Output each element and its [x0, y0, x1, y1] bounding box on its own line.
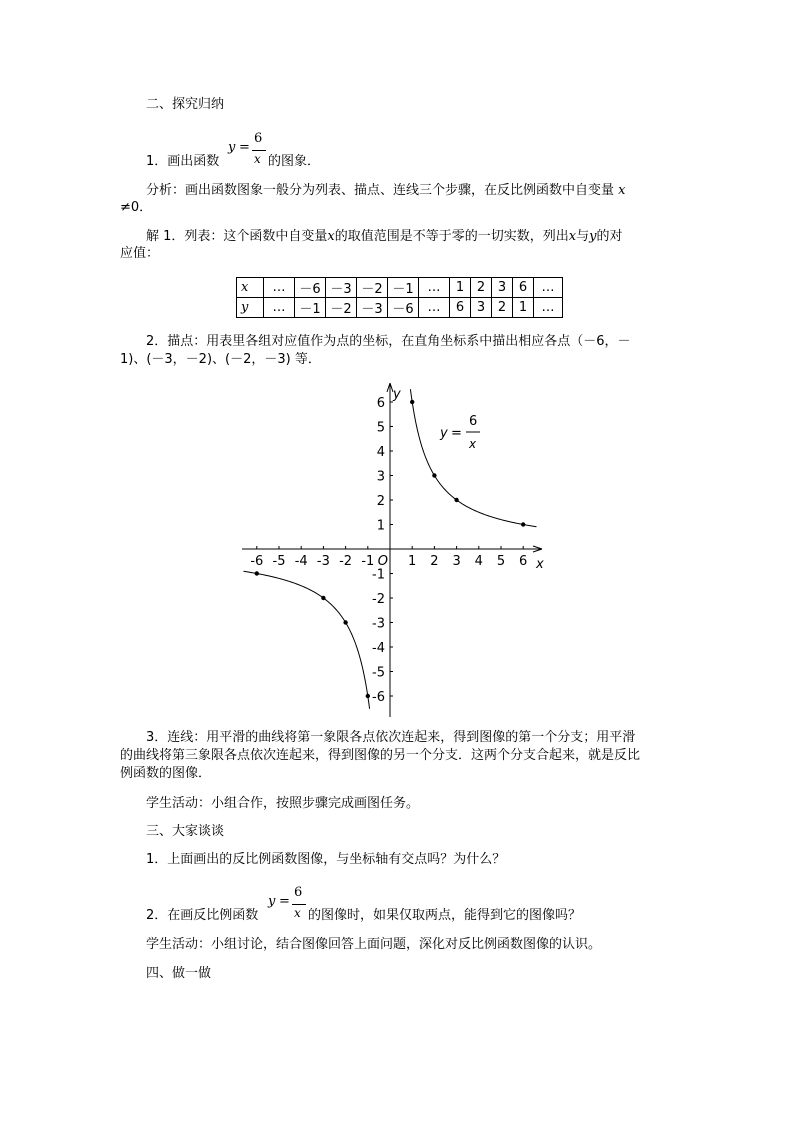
- function-label-equals: =: [451, 426, 462, 441]
- x-tick-label: 2: [430, 554, 439, 569]
- table-cell: …: [264, 298, 295, 318]
- hyperbola-branch-2: [243, 571, 369, 709]
- section-heading-discuss: 三、大家谈谈: [146, 824, 225, 839]
- formula-y: y: [228, 140, 236, 155]
- table-cell: 6: [513, 278, 534, 298]
- y-tick-label: -4: [372, 641, 385, 656]
- formula-y: y: [268, 894, 276, 909]
- step-2-line-2: 1)、(－3，－2)、(－2，－3) 等．: [120, 352, 321, 367]
- x-tick-label: -6: [250, 554, 264, 569]
- x-tick-label: -2: [339, 554, 353, 569]
- table-cell: 6: [450, 298, 471, 318]
- solution-text-a: 解 1．列表：这个函数中自变量: [146, 229, 328, 244]
- step-3-line-1: 3．连线：用平滑的曲线将第一象限各点依次连起来，得到图像的第一个分支；用平滑: [146, 730, 636, 745]
- discuss-question-2-suffix: 的图像时，如果仅取两点，能得到它的图像吗？: [308, 908, 582, 923]
- table-row-label-y: y: [237, 298, 264, 318]
- y-tick-label: -6: [372, 690, 385, 705]
- table-cell: －2: [326, 298, 357, 318]
- hyperbola-branch-1: [410, 389, 536, 527]
- analysis-line-2: ≠0．: [120, 200, 153, 215]
- function-label-y: y: [440, 426, 448, 441]
- y-tick-label: -1: [372, 567, 385, 583]
- discuss-question-2-prefix: 2．在画反比例函数: [146, 908, 259, 923]
- table-cell: －3: [326, 278, 357, 298]
- y-tick-label: 5: [376, 420, 385, 436]
- analysis-text: 分析：画出函数图象一般分为列表、描点、连线三个步骤，在反比例函数中自变量: [146, 183, 615, 198]
- y-tick-label: -2: [372, 592, 385, 607]
- solution-line-1: [146, 228, 623, 246]
- student-activity-2: 学生活动：小组讨论，结合图像回答上面问题，深化对反比例函数图像的认识。: [146, 937, 602, 952]
- table-cell: …: [419, 298, 450, 318]
- table-row-label-x: x: [237, 278, 264, 298]
- fraction-bar: [252, 150, 266, 151]
- y-tick-label: 6: [376, 396, 385, 411]
- solution-var-x: x: [327, 229, 335, 244]
- x-axis-label: x: [536, 557, 544, 572]
- origin-label: O: [377, 554, 388, 569]
- plotted-point: [410, 400, 414, 404]
- x-tick-label: 6: [519, 554, 528, 569]
- table-cell: 3: [471, 298, 492, 318]
- table-cell: －6: [295, 278, 326, 298]
- step-2-line-1: 2．描点：用表里各组对应值作为点的坐标，在直角坐标系中描出相应各点（－6，－: [146, 334, 631, 349]
- formula-numerator: 6: [294, 885, 303, 900]
- formula-inverse-function-2: [268, 885, 308, 925]
- x-tick-label: -5: [272, 554, 286, 569]
- value-table: [236, 277, 563, 318]
- step-3-line-3: 例函数的图像．: [120, 766, 212, 781]
- formula-equals: =: [239, 140, 250, 155]
- table-cell: 2: [492, 298, 513, 318]
- analysis-variable: x: [618, 183, 626, 198]
- table-cell: －3: [357, 298, 388, 318]
- solution-var-y: y: [589, 229, 597, 244]
- table-cell: 1: [513, 298, 534, 318]
- y-axis-label: y: [393, 387, 401, 402]
- x-tick-label: 4: [474, 554, 483, 569]
- plotted-point: [366, 694, 370, 698]
- plotted-point: [255, 571, 259, 575]
- x-tick-label: -3: [316, 554, 330, 569]
- discuss-question-1: 1．上面画出的反比例函数图像，与坐标轴有交点吗？为什么？: [146, 852, 506, 867]
- table-cell: …: [264, 278, 295, 298]
- formula-denominator: x: [294, 906, 301, 920]
- question-1-prefix: 1．画出函数: [146, 154, 220, 169]
- table-cell: －6: [388, 298, 419, 318]
- table-cell: …: [419, 278, 450, 298]
- x-tick-label: -4: [294, 554, 308, 569]
- table-cell: －1: [295, 298, 326, 318]
- y-tick-label: -5: [372, 665, 385, 681]
- y-tick-label: 3: [376, 469, 385, 485]
- plotted-point: [454, 498, 458, 502]
- solution-text-b: 的取值范围是不等于零的一切实数，列出: [334, 229, 569, 244]
- solution-text-c: 与: [576, 229, 590, 244]
- formula-denominator: x: [254, 152, 261, 166]
- plotted-point: [343, 620, 347, 624]
- student-activity-1: 学生活动：小组合作，按照步骤完成画图任务。: [146, 796, 420, 811]
- plotted-point: [321, 596, 325, 600]
- question-1-suffix: 的图象．: [268, 154, 321, 169]
- solution-var-x2: x: [568, 229, 577, 244]
- table-cell: －2: [357, 278, 388, 298]
- function-label-numerator: 6: [469, 414, 478, 429]
- table-cell: －1: [388, 278, 419, 298]
- section-heading-try: 四、做一做: [146, 966, 212, 981]
- function-graph: [230, 375, 560, 720]
- x-tick-label: -1: [361, 554, 375, 569]
- y-tick-label: 4: [376, 445, 385, 460]
- fraction-bar: [292, 904, 306, 905]
- section-heading-explore: 二、探究归纳: [146, 97, 225, 112]
- formula-inverse-function: [228, 131, 268, 171]
- table-row-y: [237, 298, 563, 318]
- y-tick-label: -3: [372, 616, 385, 632]
- function-label-denominator: x: [469, 437, 477, 451]
- table-cell: 1: [450, 278, 471, 298]
- analysis-line-1: [146, 182, 626, 200]
- step-3-line-2: 的曲线将第三象限各点依次连起来，得到图像的另一个分支．这两个分支合起来，就是反比: [120, 748, 641, 763]
- table-cell: …: [534, 298, 563, 318]
- x-tick-label: 1: [408, 554, 417, 569]
- solution-text-d: 的对: [596, 229, 623, 244]
- formula-numerator: 6: [254, 131, 263, 146]
- table-cell: 2: [471, 278, 492, 298]
- x-tick-label: 5: [496, 554, 506, 569]
- table-row-x: [237, 278, 563, 298]
- plotted-point: [521, 522, 525, 526]
- formula-equals: =: [279, 894, 290, 909]
- solution-line-2: 应值：: [120, 246, 160, 261]
- x-tick-label: 3: [452, 554, 461, 569]
- table-cell: 3: [492, 278, 513, 298]
- y-tick-label: 1: [376, 518, 385, 534]
- table-cell: …: [534, 278, 563, 298]
- plotted-point: [432, 473, 436, 477]
- y-tick-label: 2: [376, 494, 385, 509]
